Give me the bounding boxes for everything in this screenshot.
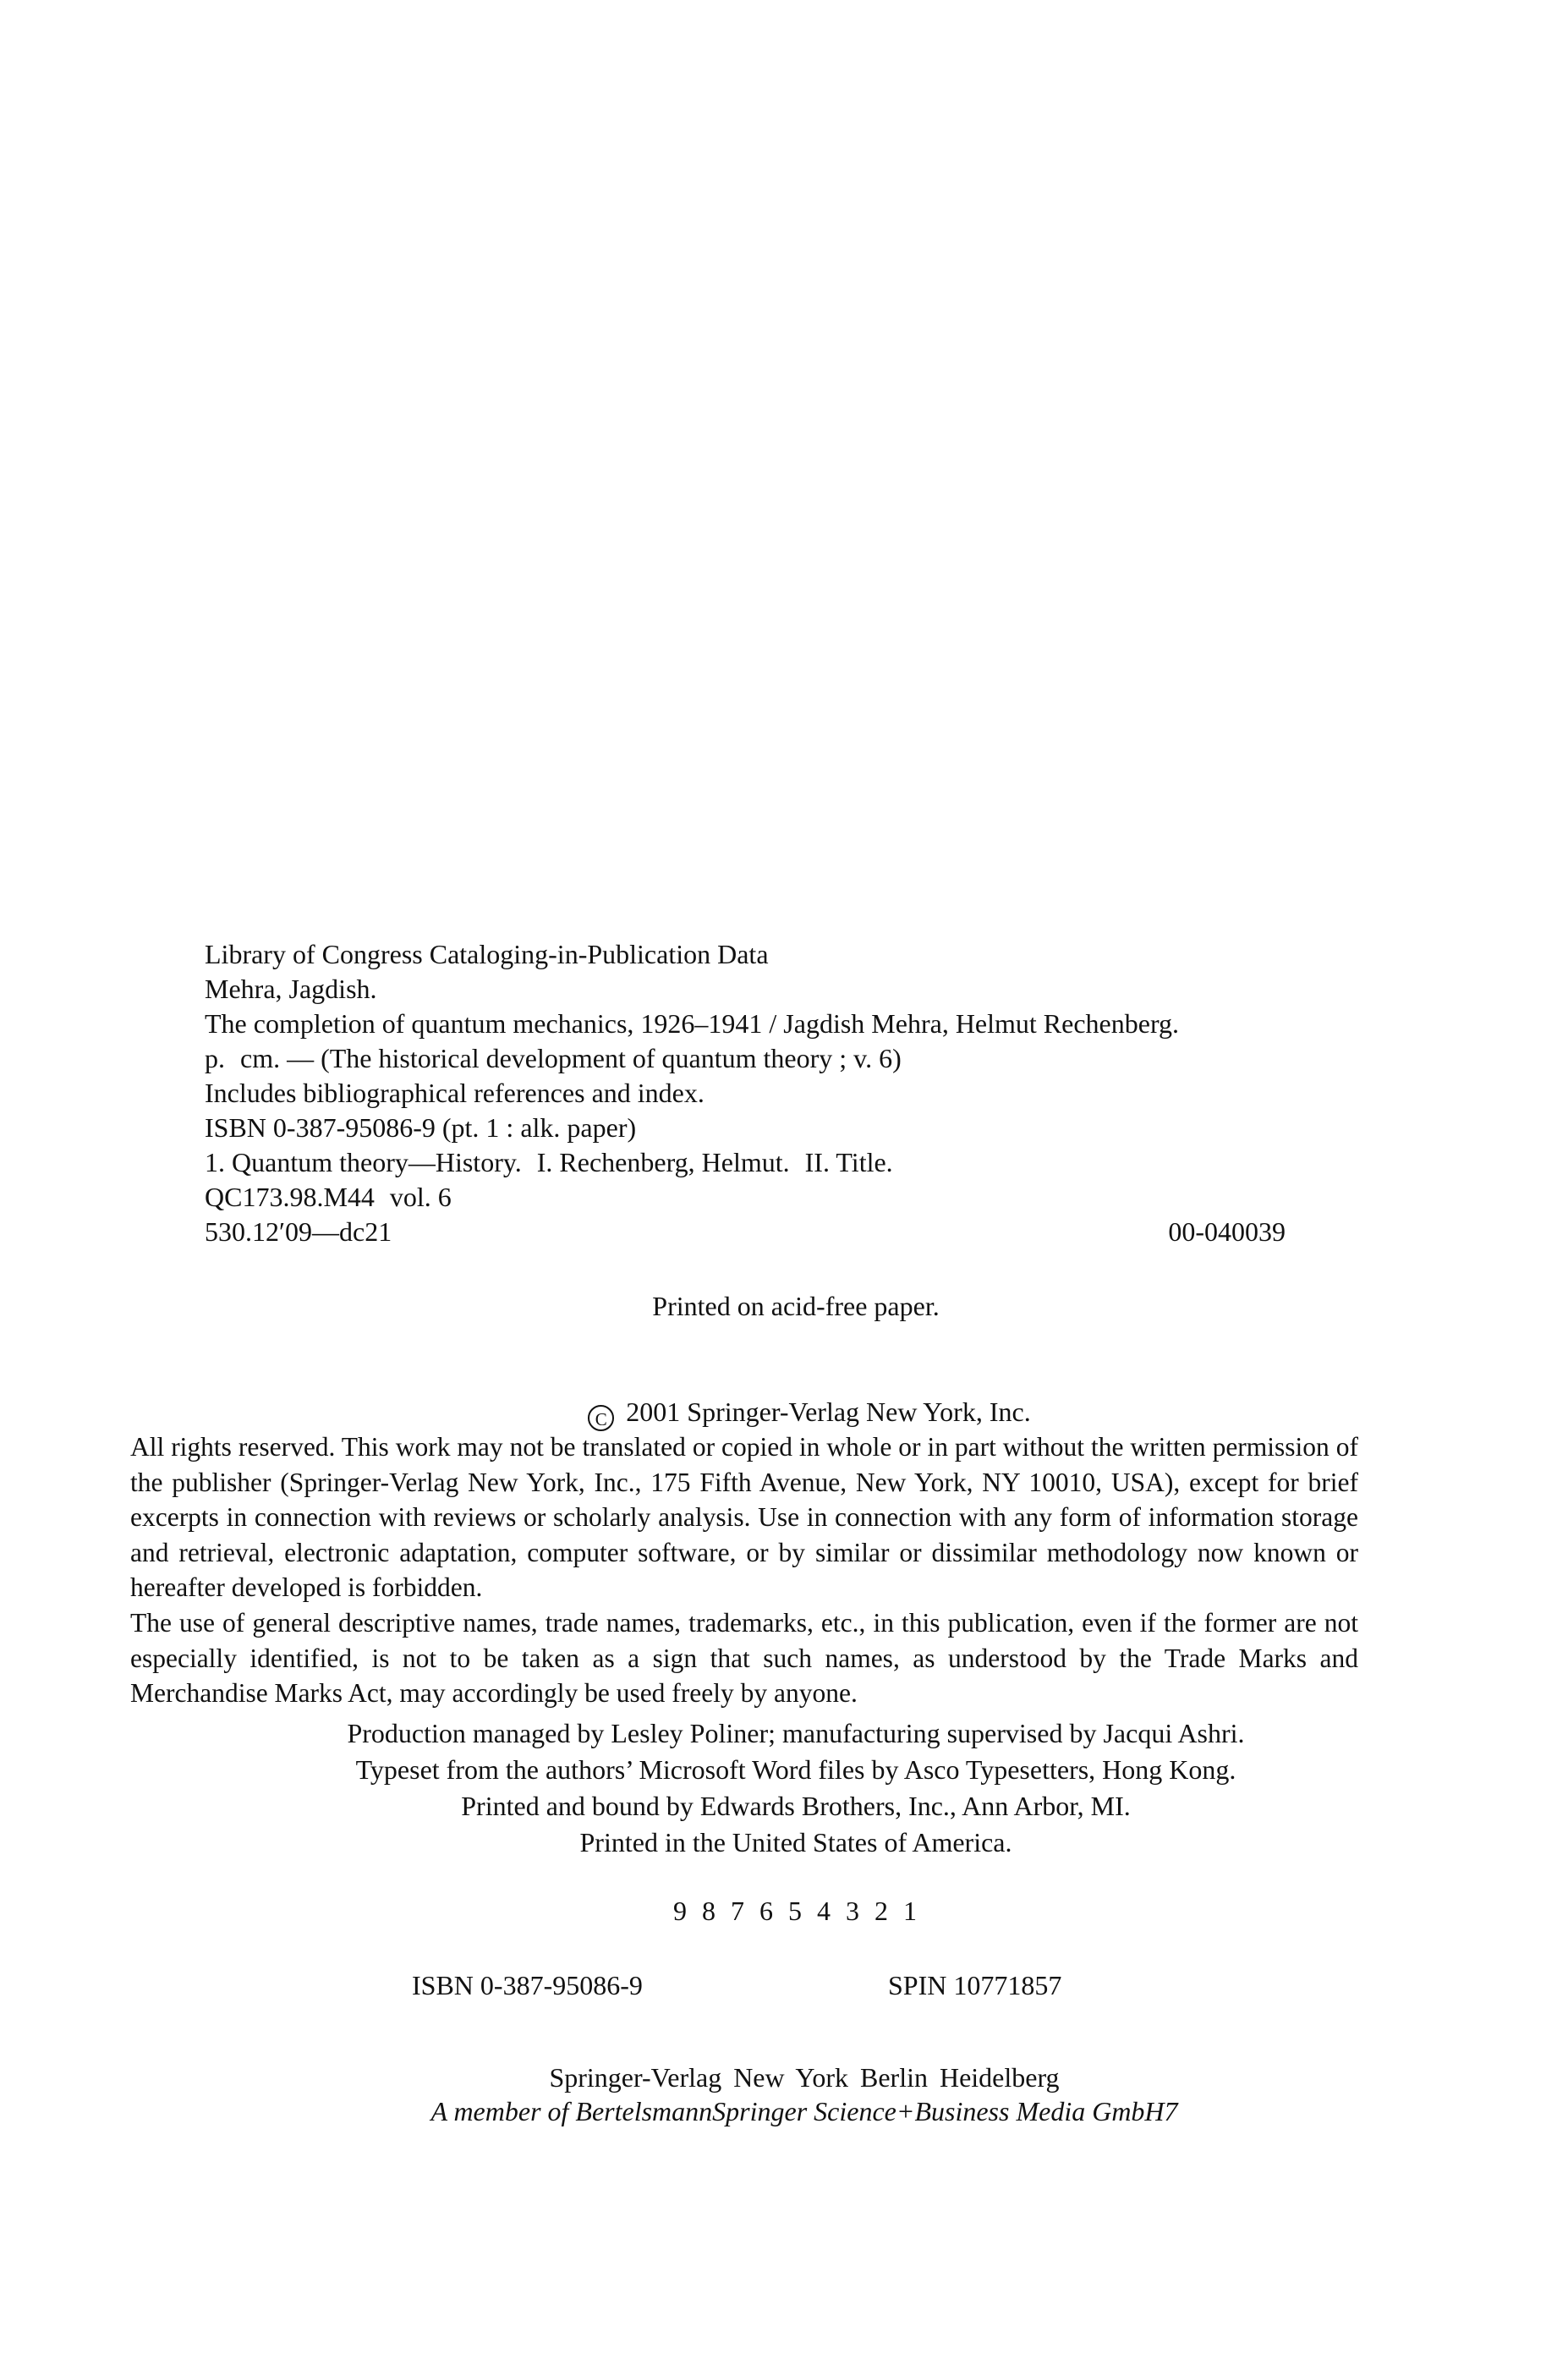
- production-line-3: Printed and bound by Edwards Brothers, Inc., Ann Arbor, MI.: [461, 1791, 1131, 1821]
- cip-data-block: [205, 937, 1286, 1249]
- trademark-paragraph: The use of general descriptive names, trade names, trademarks, etc., in this publication, even if the former are not especially identified, is not to be taken as a sign that such names, as understood by the Trade Marks and Merchandise Marks Act, may accordingly be used freely by anyone.: [130, 1607, 1358, 1709]
- cip-lccn: 00-040039: [1168, 1216, 1286, 1247]
- printing-number-line: 987654321: [673, 1896, 932, 1926]
- cip-subjects: [205, 1145, 1286, 1180]
- cip-title: The completion of quantum mechanics, 1926–1941 / Jagdish Mehra, Helmut Rechenberg.: [205, 1008, 1180, 1039]
- copyright-text: 2001 Springer-Verlag New York, Inc.: [626, 1396, 1031, 1427]
- rights-block: [130, 1429, 1358, 1711]
- cip-series: [205, 1041, 1286, 1076]
- production-line-1: Production managed by Lesley Poliner; manufacturing supervised by Jacqui Ashri.: [347, 1718, 1245, 1748]
- cip-subject-2: I. Rechenberg, Helmut.: [536, 1147, 790, 1177]
- publisher-block: [20, 2060, 1568, 2128]
- publisher-cities: Springer-Verlag New York Berlin Heidelberg: [549, 2062, 1060, 2093]
- copyright-line: [25, 1395, 1568, 1431]
- cip-heading: Library of Congress Cataloging-in-Publication Data: [205, 939, 769, 969]
- publisher-member-note: A member of BertelsmannSpringer Science+Business Media GmbH7: [430, 2096, 1178, 2126]
- cip-lc-number: QC173.98.M44: [205, 1182, 375, 1212]
- cip-series-p: p.: [205, 1043, 225, 1073]
- cip-author: Mehra, Jagdish.: [205, 974, 377, 1004]
- rights-paragraph: All rights reserved. This work may not be translated or copied in whole or in part without the written permission of the publisher (Springer-Verlag New York, Inc., 175 Fifth Avenue, New York, NY 10010, USA), except for brief excerpts in connection with reviews or scholarly analysis. Use in connection with any form of information storage and retrieval, electronic adaptation, computer software, or by similar or dissimilar methodology now known or hereafter developed is forbidden.: [130, 1432, 1358, 1603]
- production-credits: [12, 1716, 1568, 1862]
- spin-number: SPIN 10771857: [888, 1970, 1062, 2000]
- isbn-number: ISBN 0-387-95086-9: [412, 1970, 643, 2000]
- cip-series-rest: cm. — (The historical development of quantum theory ; v. 6): [240, 1043, 902, 1073]
- cip-bibliography: Includes bibliographical references and index.: [205, 1078, 705, 1108]
- identifier-row: [412, 1968, 1088, 2003]
- cip-subject-3: II. Title.: [804, 1147, 893, 1177]
- cip-lc-vol: vol. 6: [389, 1182, 452, 1212]
- production-line-4: Printed in the United States of America.: [579, 1827, 1012, 1857]
- acid-free-note: Printed on acid-free paper.: [652, 1291, 940, 1321]
- cip-dewey: 530.12′09—dc21: [205, 1216, 392, 1247]
- cip-lc-class: [205, 1180, 1286, 1215]
- copyright-icon: C: [588, 1405, 614, 1431]
- cip-isbn: ISBN 0-387-95086-9 (pt. 1 : alk. paper): [205, 1112, 637, 1143]
- cip-dewey-row: [205, 1215, 1286, 1249]
- production-line-2: Typeset from the authors’ Microsoft Word files by Asco Typesetters, Hong Kong.: [355, 1754, 1236, 1785]
- cip-subject-1: 1. Quantum theory—History.: [205, 1147, 522, 1177]
